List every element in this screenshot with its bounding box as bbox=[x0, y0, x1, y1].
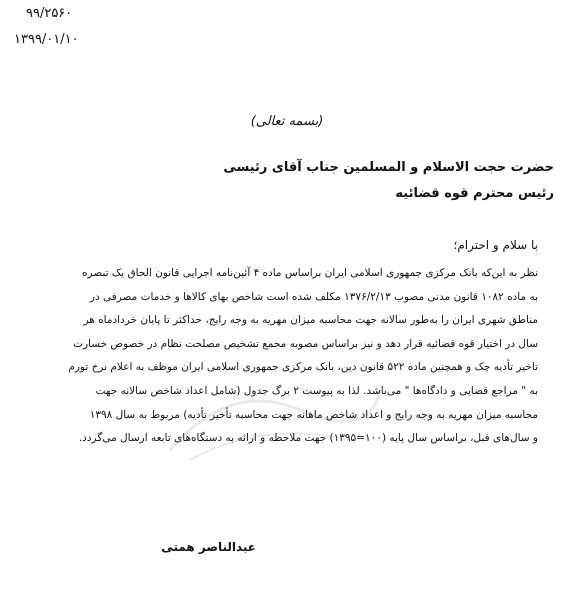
faint-stamp-watermark bbox=[150, 360, 390, 480]
letter-date: ۱۳۹۹/۰۱/۱۰ bbox=[14, 32, 79, 47]
body-line: محاسبه میزان مهریه به وجه رایج و اعداد شاخص ماهانه جهت محاسبه تأخیر تأدیه) مربوط به سال ۱۳۹۸ bbox=[89, 408, 538, 421]
body-line: سال در اختیار قوه قضائیه قرار دهد و نیز براساس مصوبه مجمع تشخیص مصلحت نظام در خصوص خسارت bbox=[73, 337, 538, 350]
reference-number: ۹۹/۲۵۶۰ bbox=[26, 6, 73, 21]
signature-name: عبدالناصر همتی bbox=[161, 540, 256, 554]
greeting: با سلام و احترام؛ bbox=[453, 238, 538, 252]
addressee-position: رئیس محترم قوه قضائیه bbox=[395, 186, 554, 201]
addressee-title: حضرت حجت الاسلام و المسلمین جناب آقای رئیسی bbox=[223, 160, 554, 175]
invocation-heading: (بسمه تعالی) bbox=[250, 114, 324, 129]
body-line: به ماده ۱۰۸۲ قانون مدنی مصوب ۱۳۷۶/۲/۱۳ مکلف شده است شاخص بهای کالاها و خدمات مصرفی در bbox=[89, 290, 538, 303]
body-line: مناطق شهری ایران را به‌طور سالانه جهت محاسبه میزان مهریه به وجه رایج، حداکثر تا پایان خردادماه هر bbox=[83, 314, 538, 327]
body-line: و سال‌های قبل، براساس سال پایه (۱۰۰=۱۳۹۵) جهت ملاحظه و ارائه به دستگاه‌های تابعه ارسال می‌گردد. bbox=[78, 432, 538, 445]
body-line: تاخیر تأدیه چک و همچنین ماده ۵۲۲ قانون دین، بانک مرکزی جمهوری اسلامی ایران موظف به اعلام نرخ تورم bbox=[68, 361, 538, 374]
body-line: به " مراجع قضایی و دادگاه‌ها " می‌باشد. لذا به پیوست ۲ برگ جدول (شامل اعداد شاخص سالانه جهت bbox=[95, 384, 538, 397]
body-line: نظر به این‌که بانک مرکزی جمهوری اسلامی ایران براساس ماده ۴ آئین‌نامه اجرایی قانون الحاق یک تبصره bbox=[82, 267, 538, 279]
